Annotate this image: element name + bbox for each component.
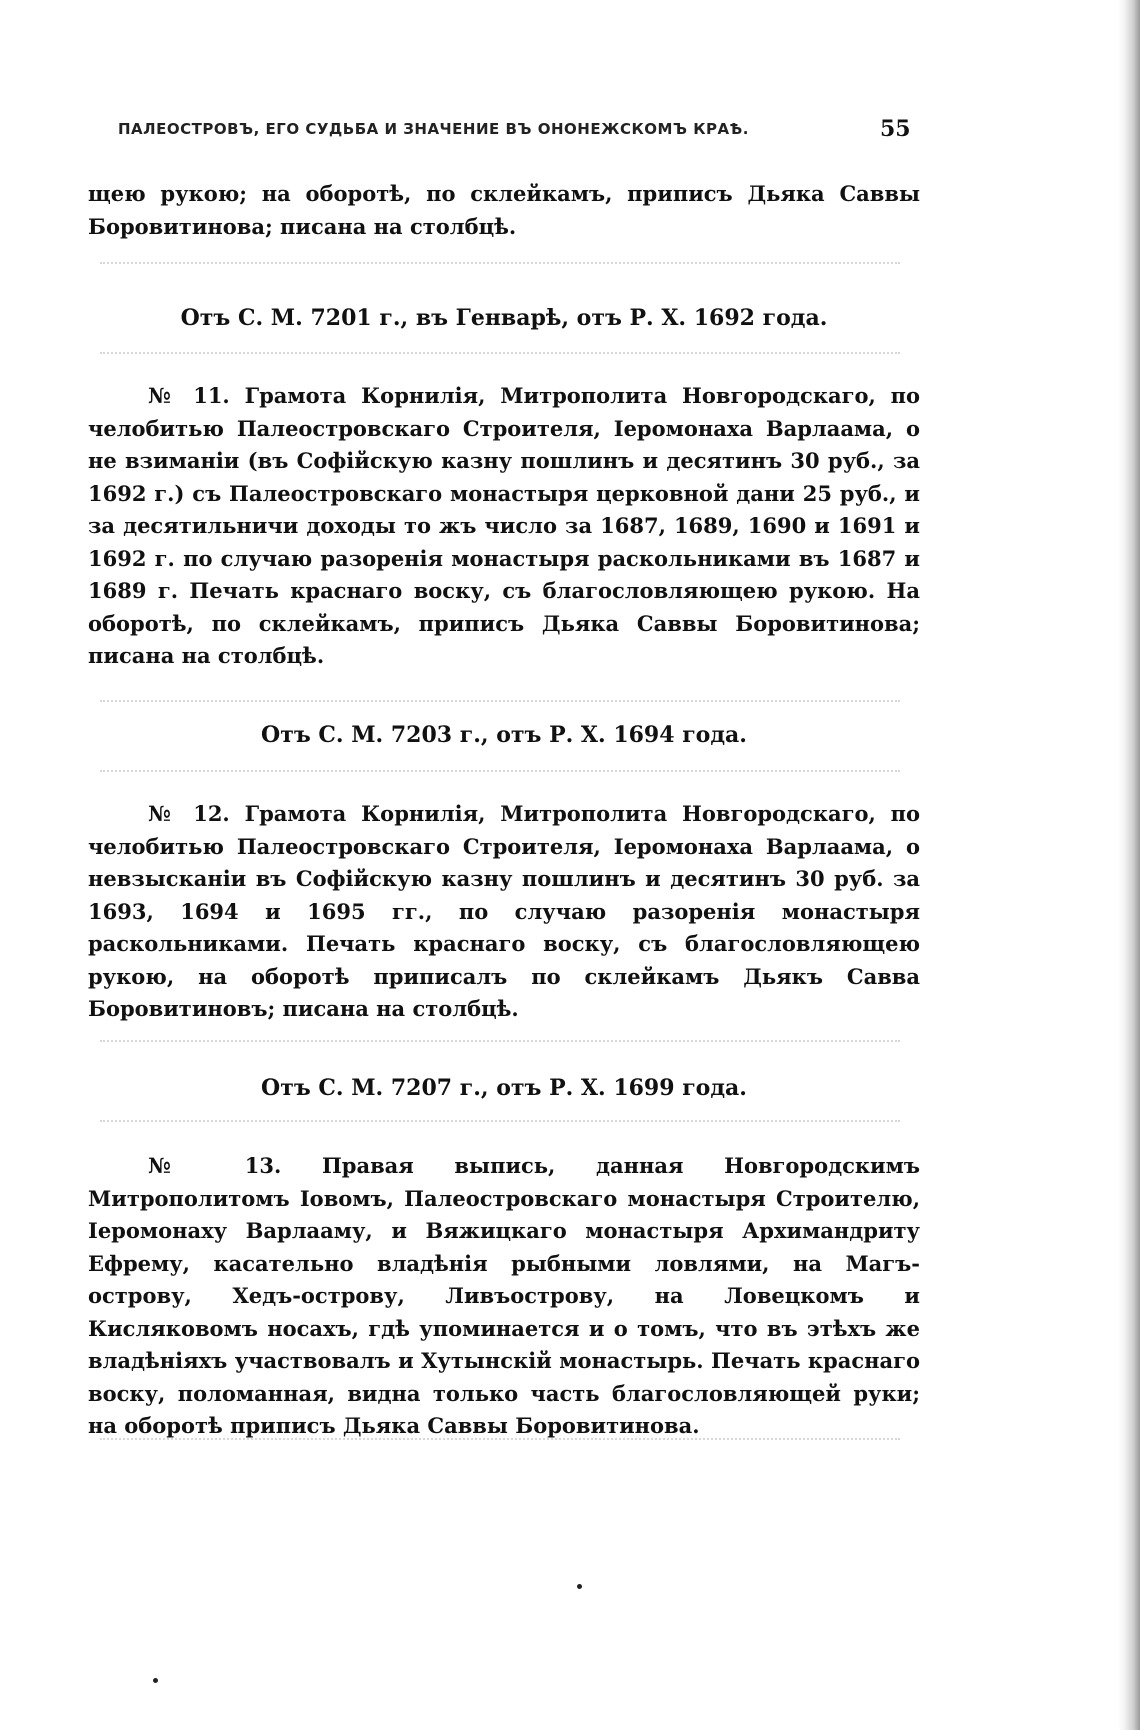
bleed-through-line [100, 352, 900, 360]
page-edge-shadow [1118, 0, 1140, 1730]
bleed-through-line [100, 262, 900, 270]
section-heading-3: Отъ С. М. 7207 г., отъ Р. Х. 1699 года. [261, 1075, 747, 1101]
bleed-through-line [100, 1120, 900, 1128]
bleed-through-line [100, 1040, 900, 1048]
bleed-through-line [100, 700, 900, 708]
running-title: ПАЛЕОСТРОВЪ, ЕГО СУДЬБА И ЗНАЧЕНИЕ ВЪ ОНОНЕЖСКОМЪ КРАѢ. [118, 120, 749, 138]
entry-12: № 12. Грамота Корнилія, Митрополита Новгородскаго, по челобитью Палеостровскаго Строителя, Іеромонаха Варлаама, о невзысканіи въ Софійскую казну пошлинъ и десятинъ 30 руб. за 1693, 1694 и 1695 гг., по случаю разоренія монастыря раскольниками. Печать краснаго воску, съ благословляющею рукою, на оборотѣ приписалъ по склейкамъ Дьякъ Савва Боровитиновъ; писана на столбцѣ. [88, 801, 920, 1021]
continuation-paragraph: щею рукою; на оборотѣ, по склейкамъ, приписъ Дьяка Саввы Боровитинова; писана на столбцѣ. [88, 181, 920, 239]
bleed-through-line [100, 770, 900, 778]
bleed-through-line [100, 1438, 900, 1446]
entry-11: № 11. Грамота Корнилія, Митрополита Новгородскаго, по челобитью Палеостровскаго Строителя, Іеромонаха Варлаама, о не взиманіи (въ Софійскую казну пошлинъ и десятинъ 30 руб., за 1692 г.) съ Палеостровскаго монастыря церковной дани 25 руб., и за десятильничи доходы то жъ число за 1687, 1689, 1690 и 1691 и 1692 г. по случаю разоренія монастыря раскольниками въ 1687 и 1689 г. Печать краснаго воску, съ благословляющею рукою. На оборотѣ, по склейкамъ, приписъ Дьяка Саввы Боровитинова; писана на столбцѣ. [88, 383, 920, 668]
ink-speck [577, 1584, 582, 1589]
section-heading-2: Отъ С. М. 7203 г., отъ Р. Х. 1694 года. [261, 722, 747, 748]
page-number: 55 [880, 116, 911, 142]
entry-13: № 13. Правая выпись, данная Новгородскимъ Митрополитомъ Іовомъ, Палеостровскаго монастыря Строителю, Іеромонаху Варлааму, и Вяжицкаго монастыря Архимандриту Ефрему, касательно владѣнія рыбными ловлями, на Магъ-острову, Хедъ-острову, Ливъострову, на Ловецкомъ и Кисляковомъ носахъ, гдѣ упоминается и о томъ, что въ этѣхъ же владѣніяхъ участвовалъ и Хутынскій монастырь. Печать краснаго воску, поломанная, видна только часть благословляющей руки; на оборотѣ приписъ Дьяка Саввы Боровитинова. [88, 1153, 920, 1438]
section-heading-1: Отъ С. М. 7201 г., въ Генварѣ, отъ Р. Х. 1692 года. [180, 305, 828, 331]
ink-speck [153, 1678, 158, 1683]
